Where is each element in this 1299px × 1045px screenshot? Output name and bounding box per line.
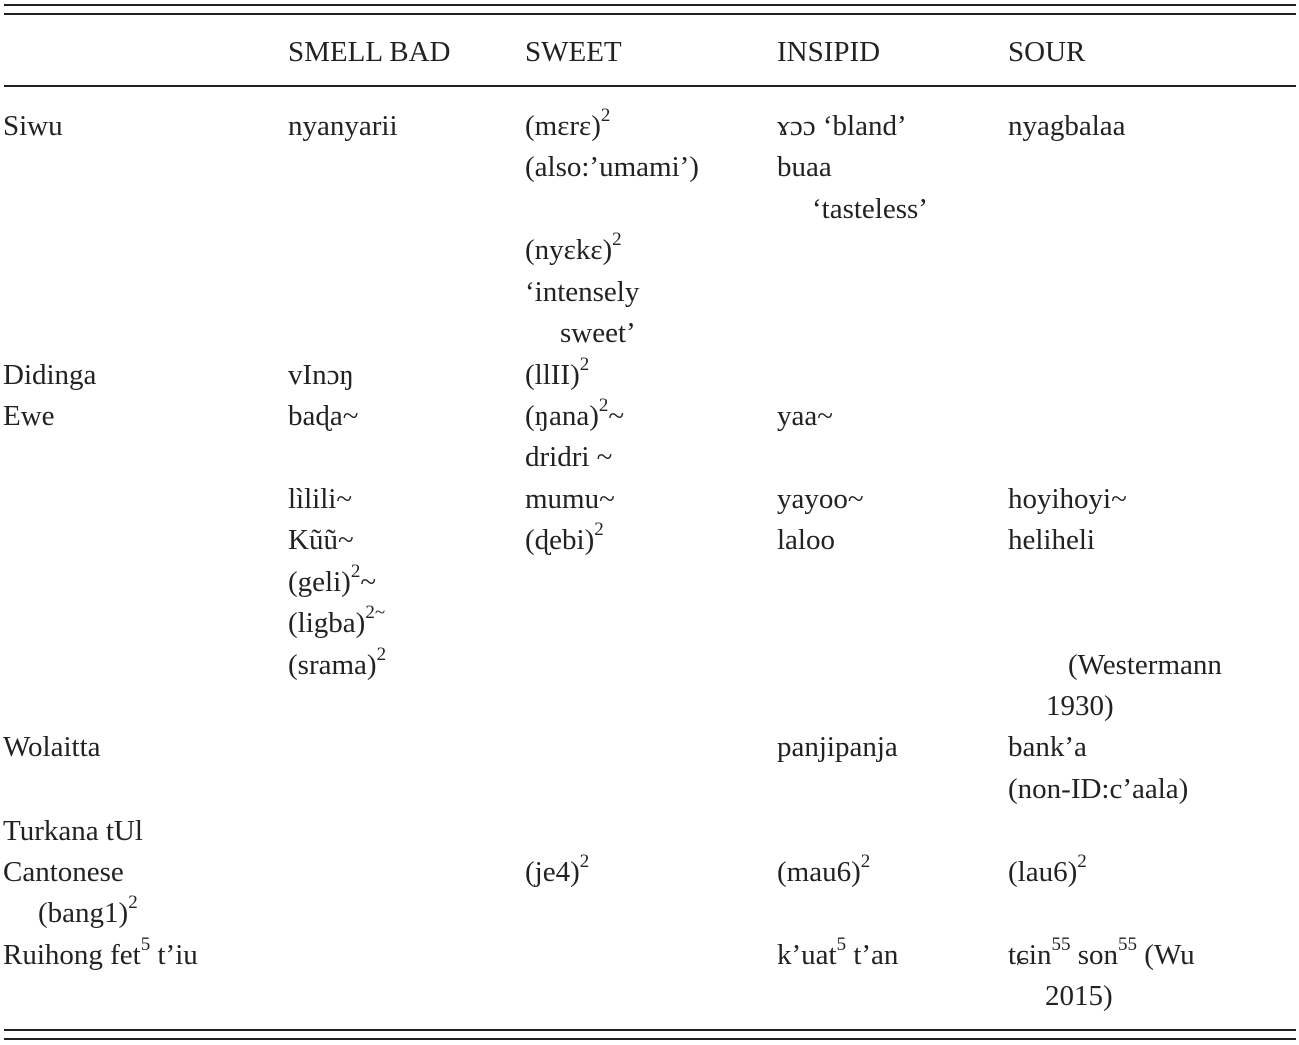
header-smell-bad: SMELL BAD xyxy=(288,36,451,68)
ewe-sweet-4: (ɖebi)$^2$ xyxy=(525,519,604,556)
didinga-sweet: (llII)$^2$ xyxy=(525,354,590,391)
cantonese-sweet: $(je4)^2$ xyxy=(525,851,590,888)
wolaitta-sour-2: (non-ID:c’aala) xyxy=(1008,773,1189,805)
bottom-rule-2 xyxy=(4,1038,1296,1040)
row-language-ewe: Ewe xyxy=(3,400,55,432)
siwu-sweet-2b: ‘intensely xyxy=(525,276,640,308)
ewe-sour-2: heliheli xyxy=(1008,524,1095,556)
siwu-sweet-1a: (mɛrɛ)$^2$ xyxy=(525,105,611,142)
ruihong-sour-1: tɕin$^{55}$ son$^{55}$ (Wu xyxy=(1008,934,1195,971)
ewe-insipid-1: yaa~ xyxy=(777,400,833,432)
cantonese-language-cont: (bang1)$^2$ xyxy=(38,892,138,929)
ruihong-sour-2: 2015) xyxy=(1045,980,1113,1012)
top-rule-2 xyxy=(4,13,1296,15)
ewe-smell-bad-3: Kũũ~ xyxy=(288,524,354,556)
bottom-rule-1 xyxy=(4,1029,1296,1031)
row-language-ruihong: Ruihong fet$^5$ t’iu xyxy=(3,934,198,971)
ewe-insipid-2: yayoo~ xyxy=(777,483,864,515)
ewe-source-2: 1930) xyxy=(1046,690,1114,722)
siwu-insipid-2a: buaa xyxy=(777,151,832,183)
header-rule xyxy=(4,85,1296,87)
ewe-smell-bad-5: (ligba)$^{2\sim}$ xyxy=(288,602,386,639)
ewe-smell-bad-2: lìlili~ xyxy=(288,483,353,515)
row-language-turkana: Turkana tUl xyxy=(3,815,143,847)
ruihong-insipid: k’uat$^5$ t’an xyxy=(777,934,899,971)
cantonese-insipid: $(mau6)^2$ xyxy=(777,851,871,888)
ewe-source-1: (Westermann xyxy=(1068,649,1222,681)
header-insipid: INSIPID xyxy=(777,36,881,68)
row-language-cantonese: Cantonese xyxy=(3,856,124,888)
row-language-didinga: Didinga xyxy=(3,359,97,391)
siwu-insipid-1: ɤɔɔ ‘bland’ xyxy=(777,110,907,142)
siwu-sweet-2c: sweet’ xyxy=(560,317,636,349)
siwu-insipid-2b: ‘tasteless’ xyxy=(812,193,928,225)
wolaitta-insipid: panjipanja xyxy=(777,731,898,763)
row-language-siwu: Siwu xyxy=(3,110,63,142)
header-sweet: SWEET xyxy=(525,36,622,68)
header-sour: SOUR xyxy=(1008,36,1086,68)
ewe-smell-bad-4: (geli)$^2$~ xyxy=(288,561,377,598)
top-rule-1 xyxy=(4,4,1296,6)
ewe-insipid-3: laloo xyxy=(777,524,835,556)
siwu-smell-bad: nyanyarii xyxy=(288,110,398,142)
wolaitta-sour-1: bank’a xyxy=(1008,731,1087,763)
siwu-sweet-2a: (nyɛkɛ)$^2$ xyxy=(525,229,622,266)
ewe-smell-bad-1: baɖa~ xyxy=(288,400,359,432)
siwu-sweet-1b: (also:’umami’) xyxy=(525,151,699,183)
didinga-smell-bad: vInɔŋ xyxy=(288,359,354,391)
ewe-sweet-1: (ŋana)$^2$~ xyxy=(525,395,625,432)
ewe-sour-1: hoyihoyi~ xyxy=(1008,483,1127,515)
cantonese-sour: $(lau6)^2$ xyxy=(1008,851,1087,888)
ewe-sweet-2: dridri ~ xyxy=(525,441,613,473)
row-language-wolaitta: Wolaitta xyxy=(3,731,101,763)
ewe-smell-bad-6: (srama)$^2$ xyxy=(288,644,387,681)
siwu-sour: nyagbalaa xyxy=(1008,110,1126,142)
ewe-sweet-3: mumu~ xyxy=(525,483,615,515)
